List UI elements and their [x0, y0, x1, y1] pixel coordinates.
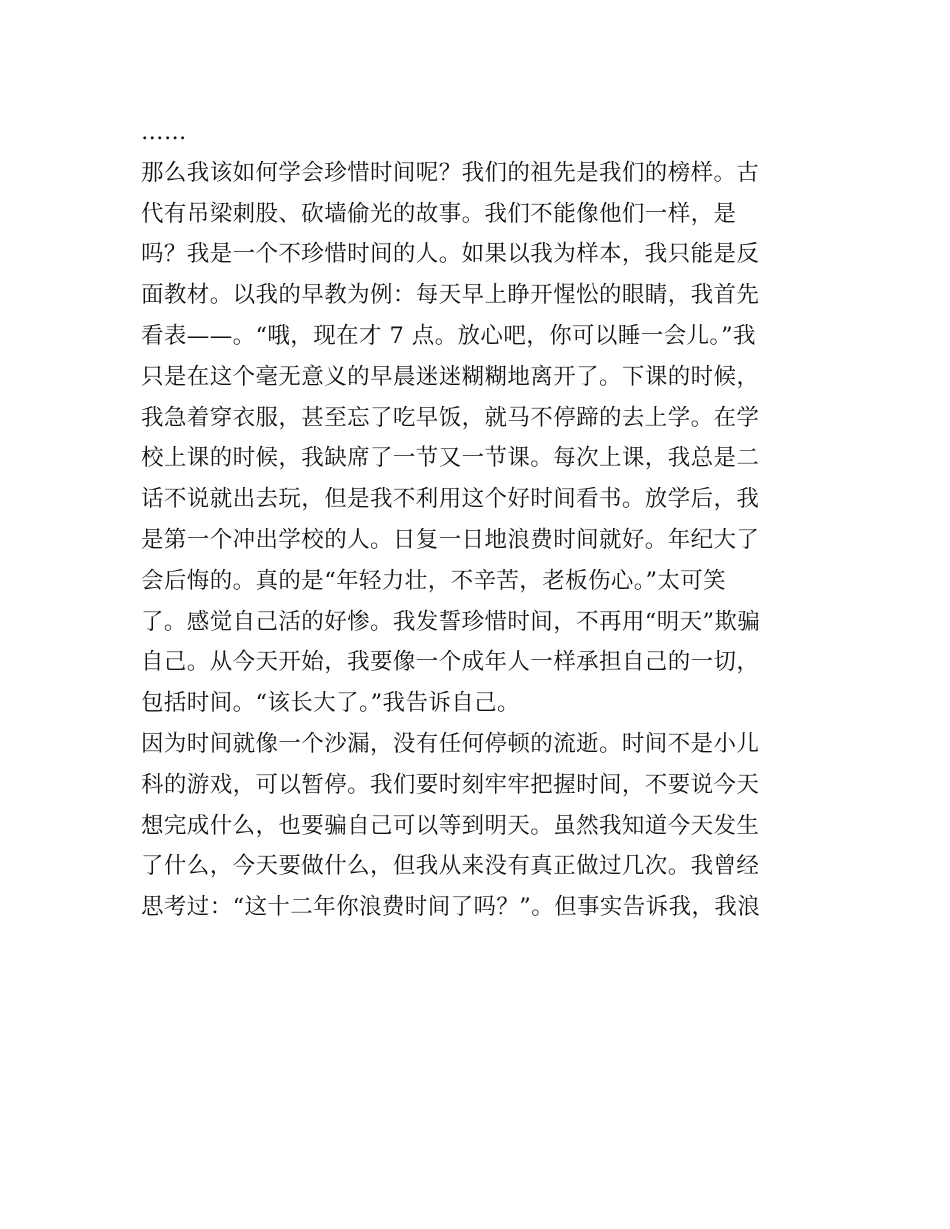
- text-line: 因为时间就像一个沙漏，没有任何停顿的流逝。时间不是小儿: [141, 730, 760, 757]
- text-line: ……: [141, 119, 187, 145]
- text-line: 那么我该如何学会珍惜时间呢？我们的祖先是我们的榜样。古: [141, 159, 760, 186]
- text-line: 吗？我是一个不珍惜时间的人。如果以我为样本，我只能是反: [141, 241, 760, 268]
- text-line: 看表——。“哦，现在才 7 点。放心吧，你可以睡一会儿。”我: [141, 322, 756, 349]
- text-line: 是第一个冲出学校的人。日复一日地浪费时间就好。年纪大了: [141, 526, 760, 553]
- text-line: 自己。从今天开始，我要像一个成年人一样承担自己的一切，: [141, 649, 760, 676]
- text-line: 我急着穿衣服，甚至忘了吃早饭，就马不停蹄的去上学。在学: [141, 404, 760, 431]
- text-line: 思考过：“这十二年你浪费时间了吗？”。但事实告诉我，我浪: [141, 894, 761, 921]
- text-line: 科的游戏，可以暂停。我们要时刻牢牢把握时间，不要说今天: [141, 771, 760, 798]
- text-line: 面教材。以我的早教为例：每天早上睁开惺忪的眼睛，我首先: [141, 282, 760, 309]
- text-line: 了什么，今天要做什么，但我从来没有真正做过几次。我曾经: [141, 853, 760, 880]
- text-line: 只是在这个毫无意义的早晨迷迷糊糊地离开了。下课的时候，: [141, 363, 760, 390]
- text-line: 会后悔的。真的是“年轻力壮，不辛苦，老板伤心。”太可笑: [141, 567, 727, 594]
- text-line: 了。感觉自己活的好惨。我发誓珍惜时间，不再用“明天”欺骗: [141, 608, 761, 635]
- text-line: 话不说就出去玩，但是我不利用这个好时间看书。放学后，我: [141, 486, 760, 513]
- document-body: [141, 112, 821, 928]
- text-line: 代有吊梁刺股、砍墙偷光的故事。我们不能像他们一样，是: [141, 200, 737, 227]
- text-line: 包括时间。“该长大了。”我告诉自己。: [141, 690, 520, 717]
- text-line: 想完成什么，也要骗自己可以等到明天。虽然我知道今天发生: [141, 812, 760, 839]
- text-line: 校上课的时候，我缺席了一节又一节课。每次上课，我总是二: [141, 445, 760, 472]
